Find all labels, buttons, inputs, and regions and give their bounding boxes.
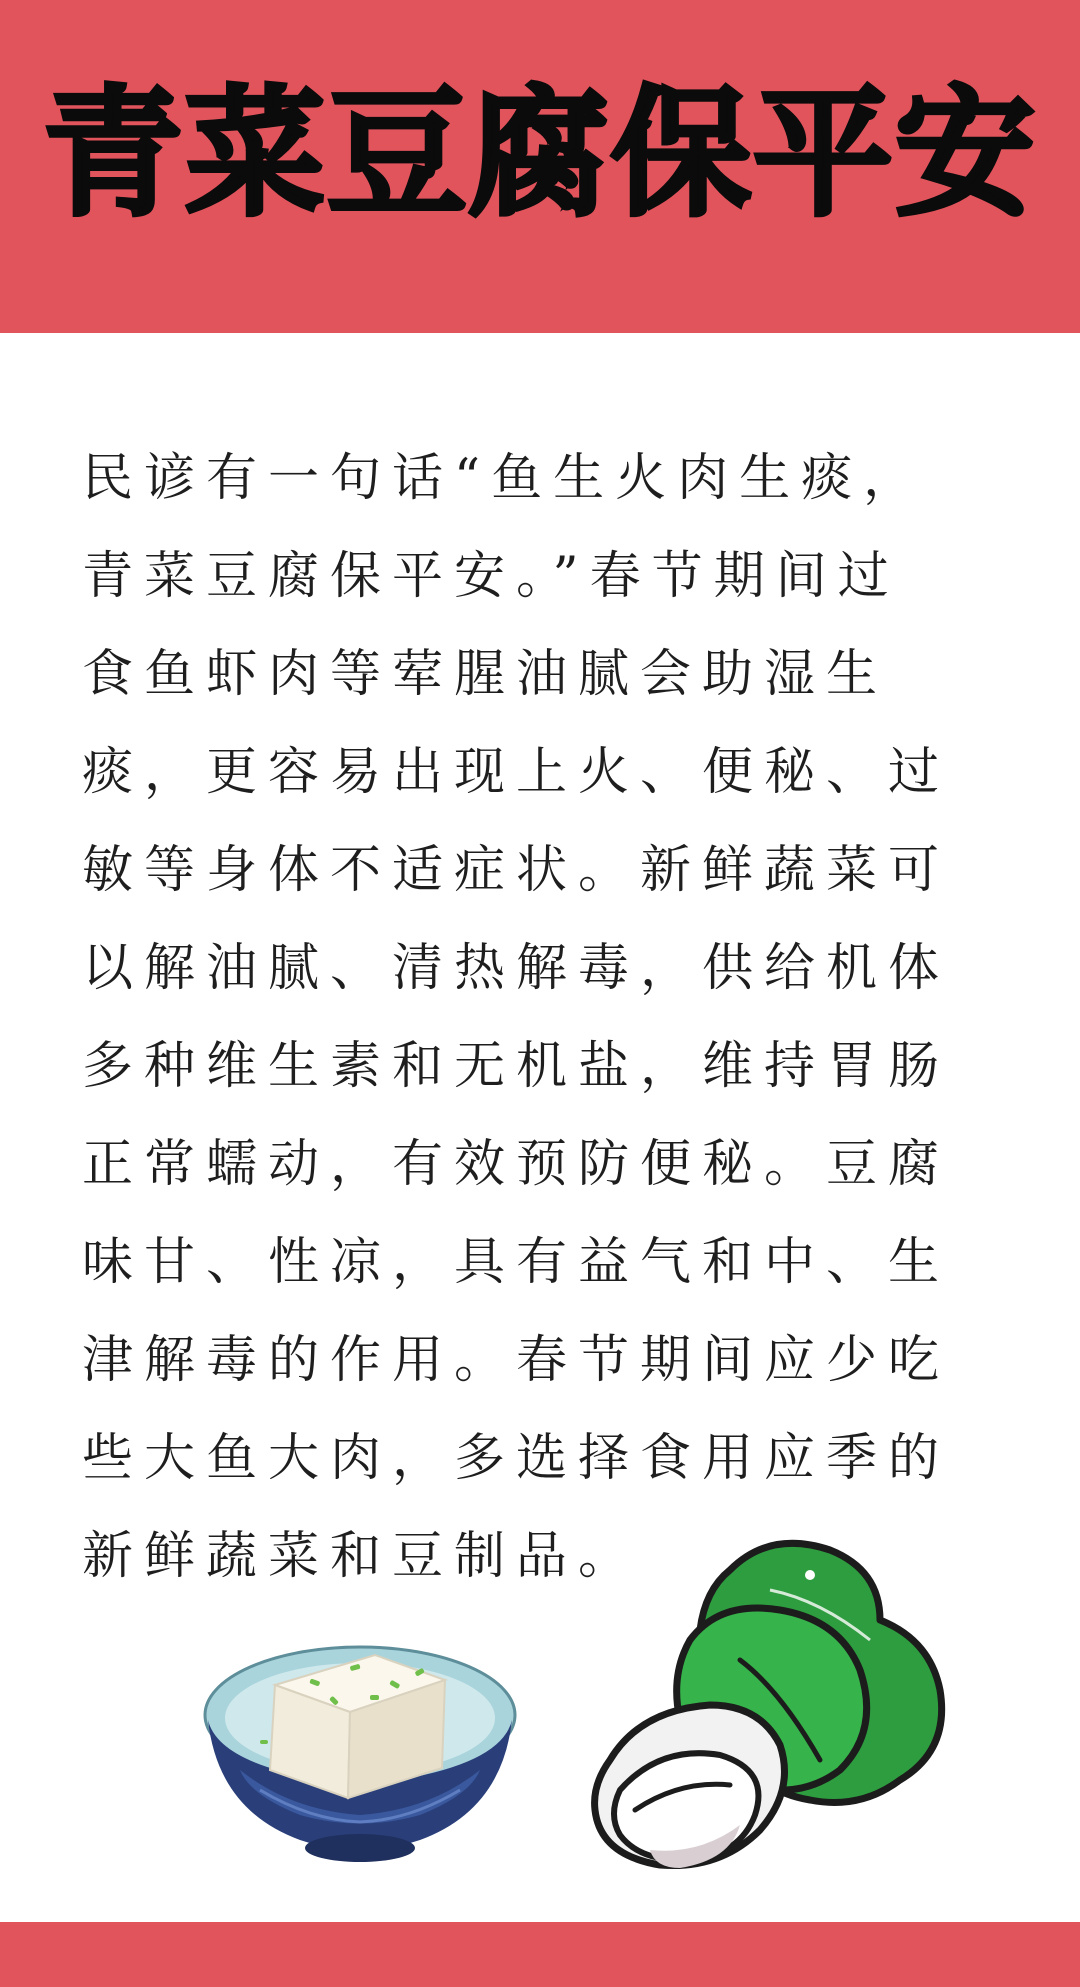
article-line: 多种维生素和无机盐，维持胃肠 bbox=[82, 1037, 951, 1096]
bok-choy-illustration bbox=[580, 1530, 980, 1890]
tofu-bowl-illustration bbox=[200, 1620, 530, 1870]
article-line: 青菜豆腐保平安。”春节期间过 bbox=[82, 547, 900, 606]
article-line: 以解油腻、清热解毒，供给机体 bbox=[82, 939, 951, 998]
article-body bbox=[82, 430, 1002, 1606]
article-line: 食鱼虾肉等荤腥油腻会助湿生 bbox=[82, 645, 889, 704]
article-line: 新鲜蔬菜和豆制品。 bbox=[82, 1527, 641, 1586]
page-title: 青菜豆腐保平安 bbox=[42, 73, 1037, 236]
article-line: 津解毒的作用。春节期间应少吃 bbox=[82, 1331, 951, 1390]
article-line: 味甘、性凉，具有益气和中、生 bbox=[82, 1233, 951, 1292]
top-banner bbox=[0, 0, 1080, 333]
article-line: 民谚有一句话“鱼生火肉生痰， bbox=[82, 449, 926, 508]
article-line: 些大鱼大肉，多选择食用应季的 bbox=[82, 1429, 951, 1488]
bottom-banner bbox=[0, 1922, 1080, 1987]
article-line: 痰，更容易出现上火、便秘、过 bbox=[82, 743, 951, 802]
article-line: 敏等身体不适症状。新鲜蔬菜可 bbox=[82, 841, 951, 900]
article-line: 正常蠕动，有效预防便秘。豆腐 bbox=[82, 1135, 951, 1194]
